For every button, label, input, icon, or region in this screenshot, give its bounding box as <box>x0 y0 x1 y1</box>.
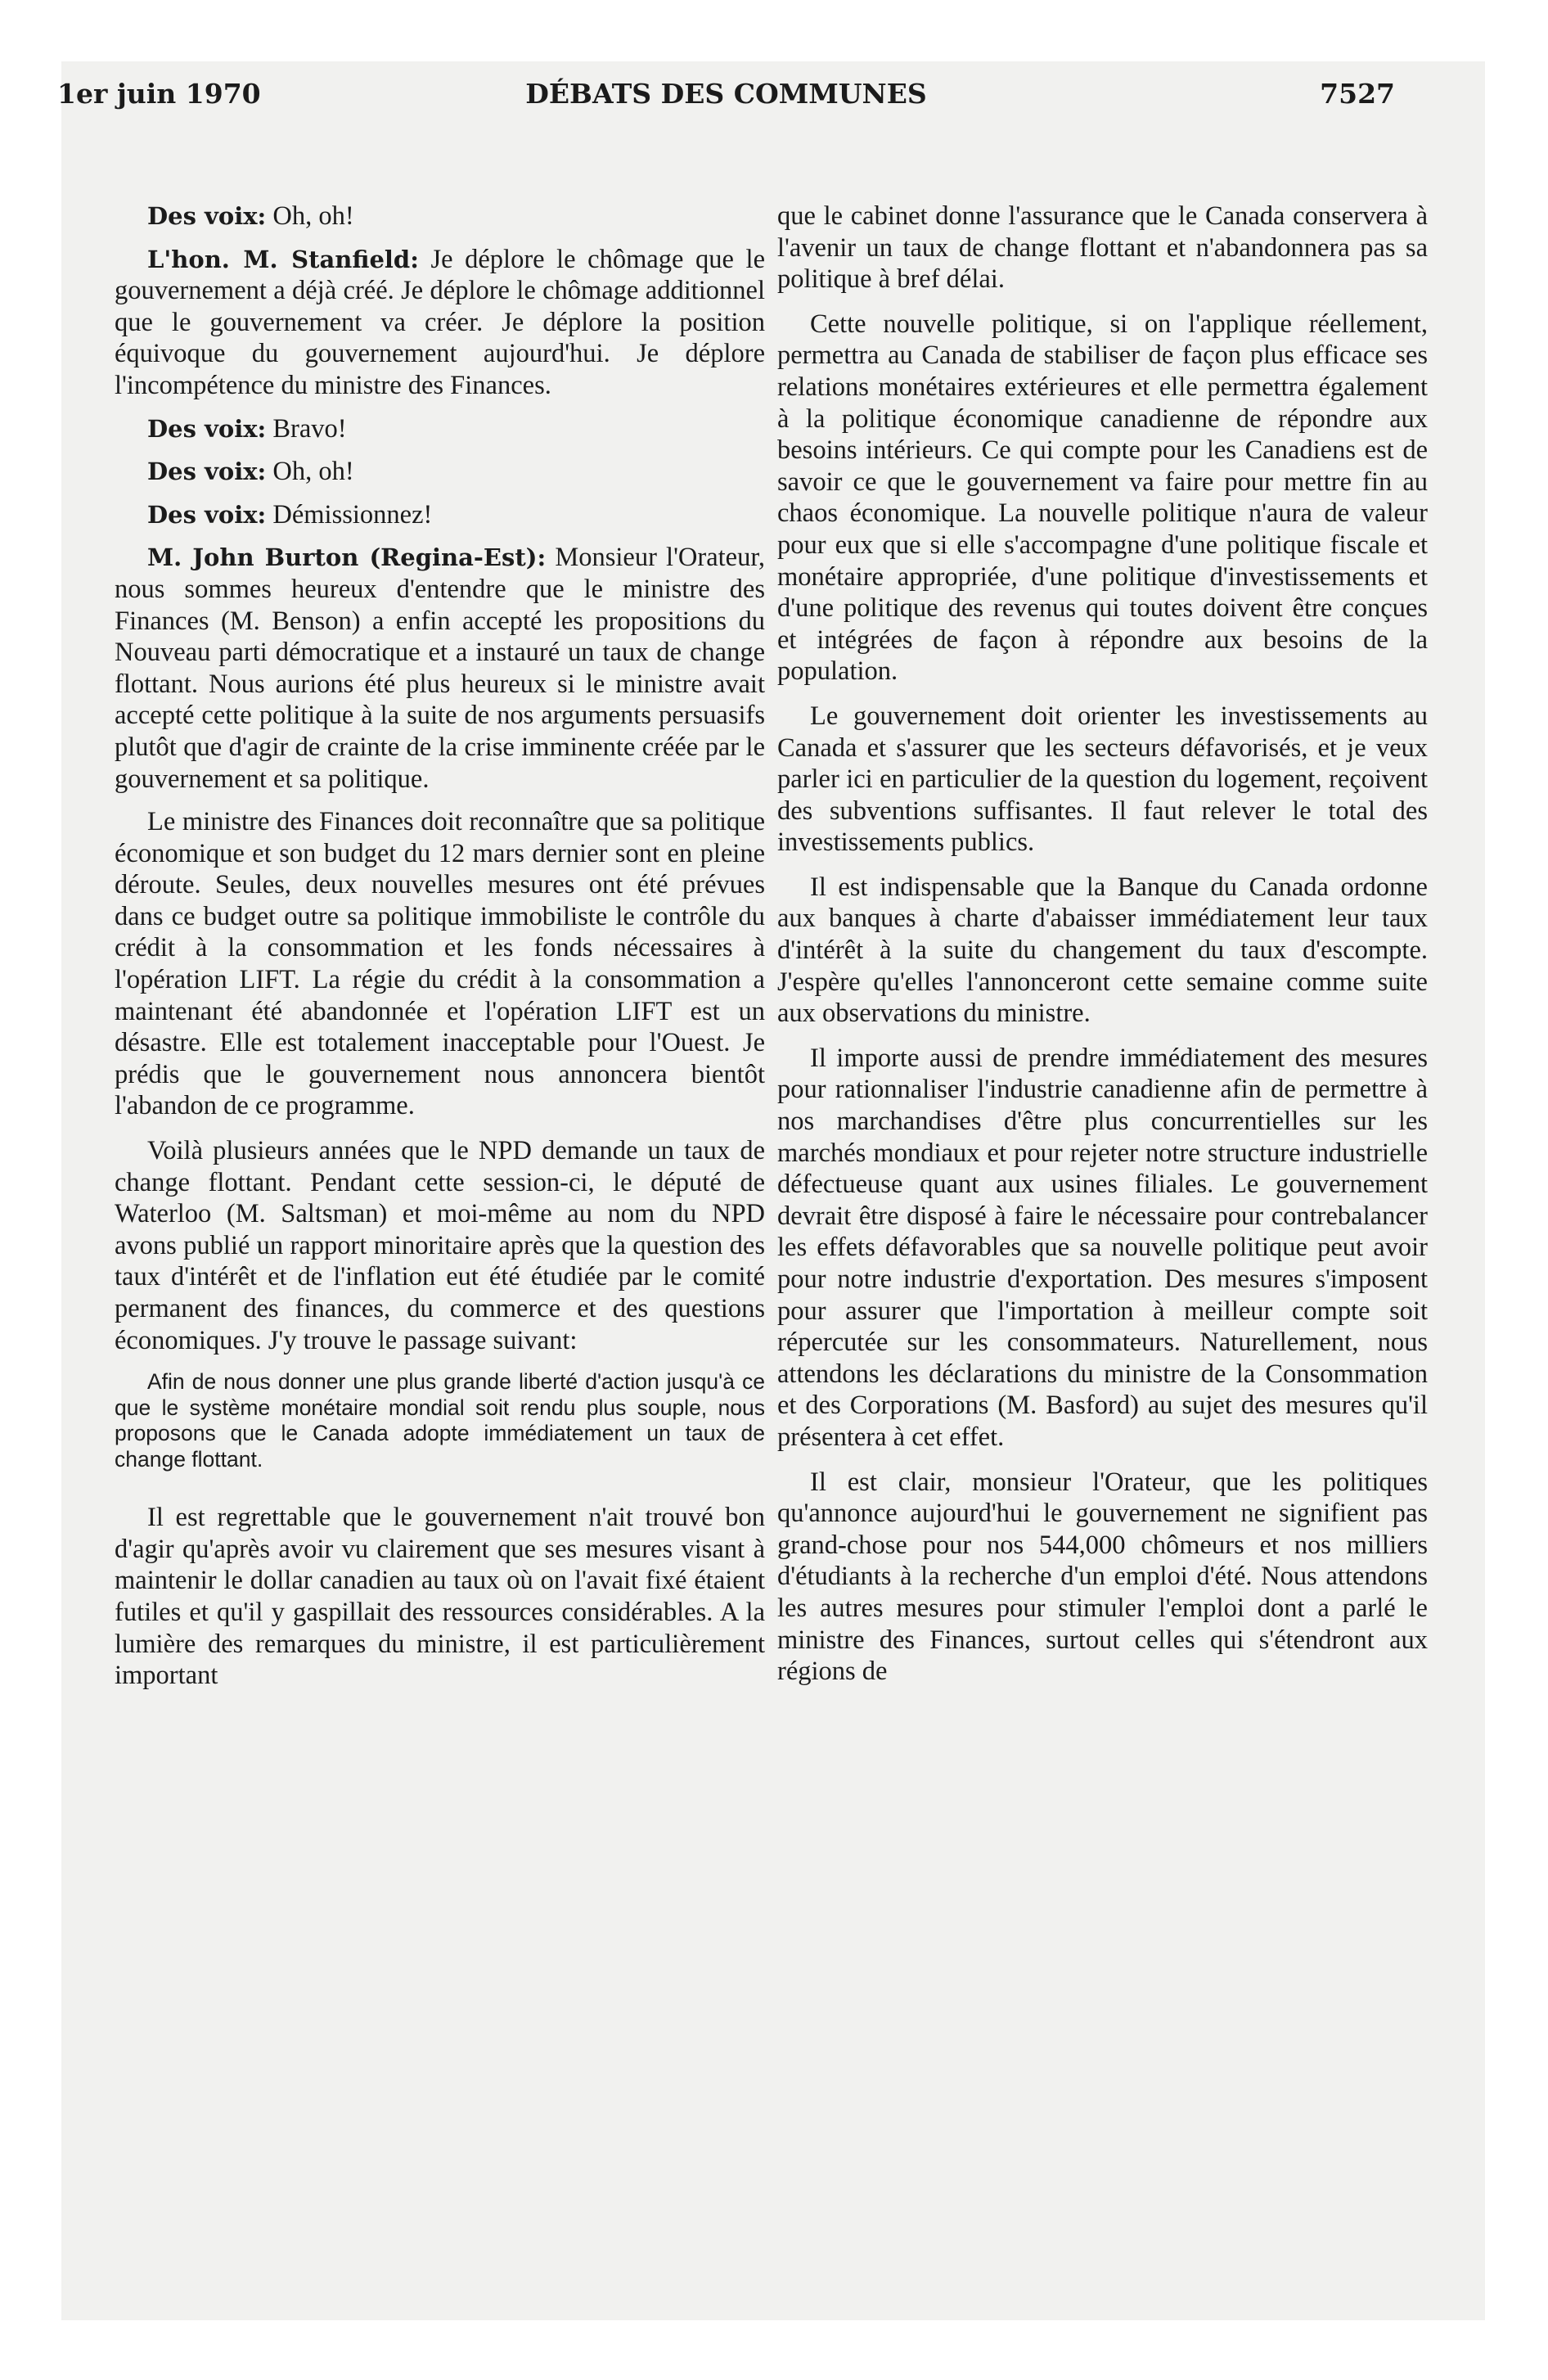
paragraph: Le ministre des Finances doit reconnaître que sa politique économique et son budget du 12 mars dernier sont en pleine déroute. Seules, deux nouvelles mesures ont été prévues dans ce budget outre sa politique immobiliste le contrôle du crédit à la consommation et les fonds nécessaires à l'opération LIFT. La régie du crédit à la consommation a maintenant été abandonnée et l'opération LIFT est un désastre. Elle est totalement inacceptable pour l'Ouest. Je prédis que le gouvernement nous annoncera bientôt l'abandon de ce programme. <box>115 807 765 1121</box>
left-column <box>115 201 765 1705</box>
speech-text: Bravo! <box>272 413 347 444</box>
page-header <box>57 78 1395 120</box>
header-date: 1er juin 1970 <box>57 78 261 110</box>
paragraph: Cette nouvelle politique, si on l'applique réellement, permettra au Canada de stabiliser de façon plus efficace ses relations monétaires extérieures et elle permettra également à la politique économique canadienne de répondre aux besoins intérieurs. Ce qui compte pour les Canadiens est de savoir ce que le gouvernement va faire pour mettre fin au chaos économique. La nouvelle politique n'aura de valeur pour eux que si elle s'accompagne d'une politique fiscale et monétaire appropriée, d'une politique d'investissements et d'une politique des revenus qui toutes doivent être conçues et intégrées de façon à répondre aux besoins de la population. <box>777 309 1428 687</box>
paragraph <box>115 499 765 531</box>
speaker-name: Des voix: <box>147 202 267 230</box>
paragraph <box>115 456 765 488</box>
speech-text: Je déplore le chômage que le gouvernement a déjà créé. Je déplore le chômage additionnel que le gouvernement va créer. Je déplore la position équivoque du gouvernement aujourd'hui. Je déplore l'incompétence du ministre des Finances. <box>115 244 765 400</box>
paragraph: Il est regrettable que le gouvernement n'ait trouvé bon d'agir qu'après avoir vu clairement que ses mesures visant à maintenir le dollar canadien au taux où on l'avait fixé étaient futiles et qu'il y gaspillait des ressources considérables. A la lumière des remarques du ministre, il est particulièrement important <box>115 1503 765 1691</box>
header-title: DÉBATS DES COMMUNES <box>525 78 927 110</box>
paragraph: Il importe aussi de prendre immédiatement des mesures pour rationnaliser l'industrie canadienne afin de permettre à nos marchandises d'être plus concurrentielles sur les marchés mondiaux et pour rejeter notre structure industrielle défectueuse quant aux usines filiales. Le gouvernement devrait être disposé à faire le nécessaire pour contrebalancer les effets défavorables que sa nouvelle politique peut avoir pour notre industrie d'exportation. Des mesures s'imposent pour assurer que l'importation à meilleur compte soit répercutée sur les consommateurs. Naturellement, nous attendons les déclarations du ministre de la Consommation et des Corporations (M. Basford) au sujet des mesures qu'il présentera à cet effet. <box>777 1043 1428 1452</box>
speaker-name: Des voix: <box>147 414 267 443</box>
speech-text: Démissionnez! <box>272 499 433 530</box>
speech-text: Monsieur l'Orateur, nous sommes heureux d'entendre que le ministre des Finances (M. Benson) a enfin accepté les propositions du Nouveau parti démocratique et a instauré un taux de change flottant. Nous aurions été plus heureux si le ministre avait accepté cette politique à la suite de nos arguments persuasifs plutôt que d'agir de crainte de la crise imminente créée par le gouvernement et sa politique. <box>115 543 765 794</box>
paragraph <box>115 201 765 232</box>
block-quote <box>115 1369 765 1472</box>
speaker-name: L'hon. M. Stanfield: <box>147 245 419 273</box>
paragraph: Le gouvernement doit orienter les investissements au Canada et s'assurer que les secteurs défavorisés, et je veux parler ici en particulier de la question du logement, reçoivent des subventions suffisantes. Il faut relever le total des investissements publics. <box>777 701 1428 858</box>
paragraph: Voilà plusieurs années que le NPD demande un taux de change flottant. Pendant cette session-ci, le député de Waterloo (M. Saltsman) et moi-même au nom du NPD avons publié un rapport minoritaire après que la question des taux d'intérêt et de l'inflation eut été étudiée par le comité permanent des finances, du commerce et des questions économiques. J'y trouve le passage suivant: <box>115 1136 765 1355</box>
paragraph <box>115 542 765 795</box>
right-column <box>777 201 1428 1701</box>
page-number: 7527 <box>1320 78 1395 110</box>
paragraph: que le cabinet donne l'assurance que le Canada conservera à l'avenir un taux de change flottant et n'abandonnera pas sa politique à bref délai. <box>777 201 1428 295</box>
speaker-name: Des voix: <box>147 500 267 529</box>
paragraph: Il est indispensable que la Banque du Canada ordonne aux banques à charte d'abaisser immédiatement leur taux d'intérêt à la suite du changement du taux d'escompte. J'espère qu'elles l'annonceront cette semaine comme suite aux observations du ministre. <box>777 872 1428 1029</box>
speaker-name: M. John Burton (Regina-Est): <box>147 543 547 572</box>
speech-text: Oh, oh! <box>272 457 354 487</box>
paragraph: Il est clair, monsieur l'Orateur, que les politiques qu'annonce aujourd'hui le gouvernement ne signifient pas grand-chose pour nos 544,000 chômeurs et nos milliers d'étudiants à la recherche d'un emploi d'été. Nous attendons les autres mesures pour stimuler l'emploi dont a parlé le ministre des Finances, surtout celles qui s'étendront aux régions de <box>777 1467 1428 1687</box>
speaker-name: Des voix: <box>147 458 267 486</box>
quote-text: Afin de nous donner une plus grande liberté d'action jusqu'à ce que le système monétaire mondial soit rendu plus souple, nous proposons que le Canada adopte immédiatement un taux de change flottant. <box>115 1369 765 1472</box>
speech-text: Oh, oh! <box>272 201 354 231</box>
paragraph <box>115 244 765 402</box>
paragraph <box>115 413 765 445</box>
